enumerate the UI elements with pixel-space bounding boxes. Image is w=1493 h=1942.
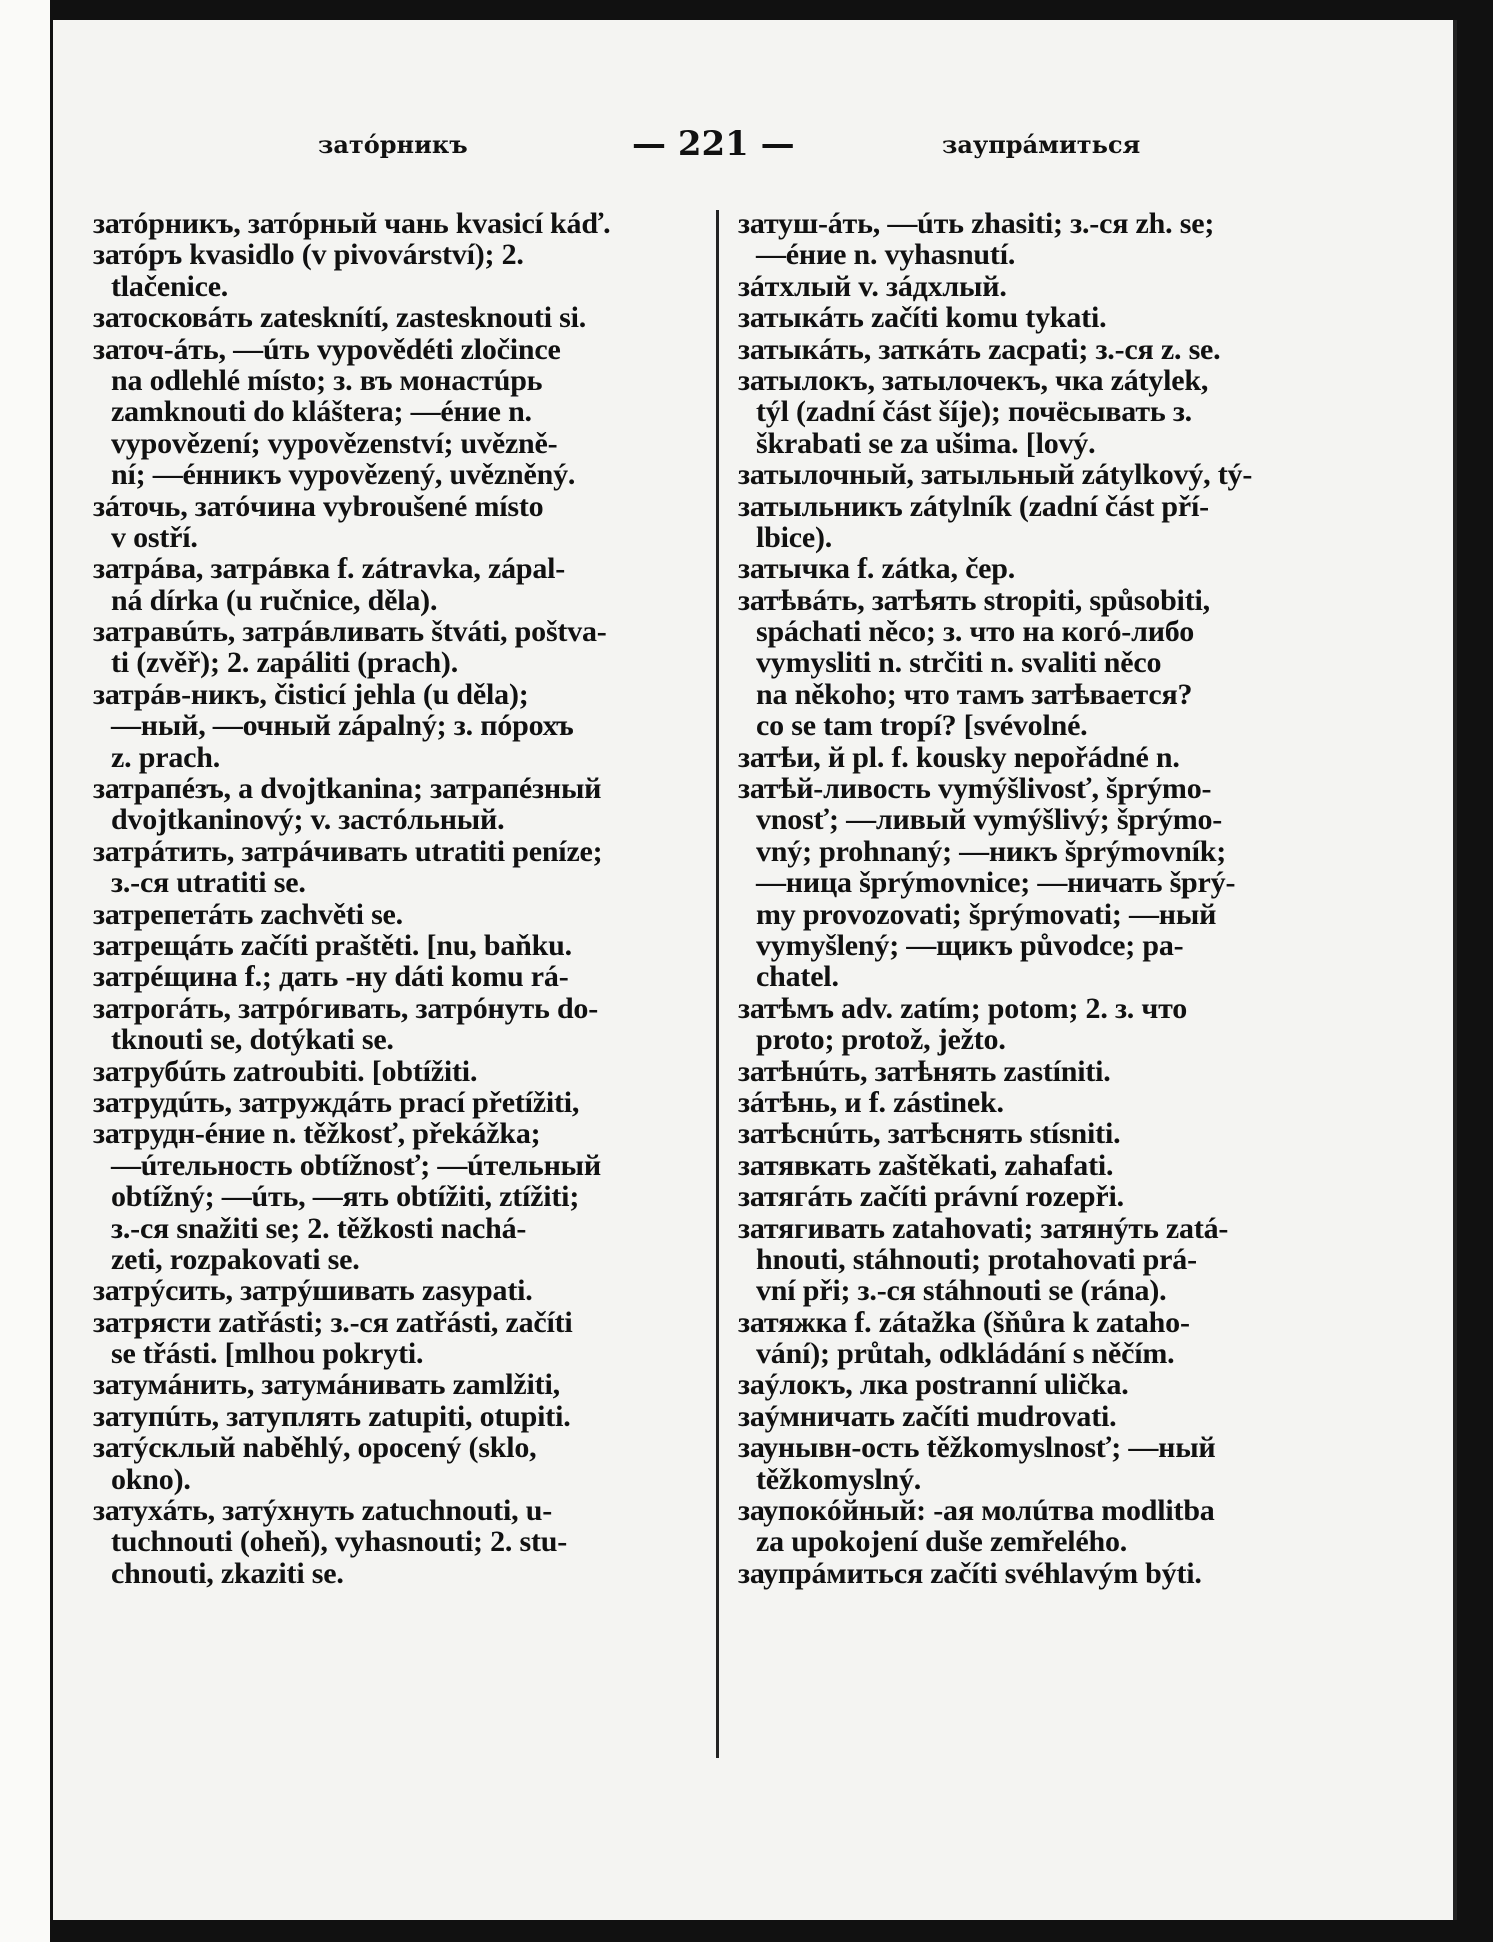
dictionary-line: зáтѣнь, и f. zástinek. bbox=[738, 1085, 1004, 1119]
dictionary-line: затягáть začíti právní rozepři. bbox=[738, 1180, 1124, 1214]
dictionary-line: obtížný; —úть, —ять obtížiti, ztížiti; bbox=[111, 1180, 580, 1214]
dictionary-line: з.-ся utratiti se. bbox=[111, 866, 306, 900]
dictionary-line: затѣмъ adv. zatím; potom; 2. з. что bbox=[738, 991, 1188, 1025]
dictionary-line: затуш-áть, —úть zhasiti; з.-ся zh. se; bbox=[738, 207, 1215, 240]
left-column bbox=[93, 208, 695, 1589]
dictionary-line: vymysliti n. strčiti n. svaliti něco bbox=[756, 646, 1162, 680]
dictionary-line: затухáть, затýхнуть zatuchnouti, u- bbox=[93, 1494, 552, 1528]
dictionary-line: заупрáмиться začíti svéhlavým býti. bbox=[738, 1556, 1202, 1590]
dictionary-line: ní; —éнникъ vypovězený, uvězněný. bbox=[111, 458, 576, 492]
dictionary-line: затрапéзъ, a dvojtkanina; затрапéзный bbox=[93, 772, 602, 806]
dictionary-line: z. prach. bbox=[111, 740, 221, 774]
dictionary-line: dvojtkaninový; v. застóльный. bbox=[111, 803, 505, 837]
dictionary-line: vypovězení; vypovězenství; uvězně- bbox=[111, 426, 558, 460]
dictionary-line: затѣвáть, затѣять stropiti, spůsobiti, bbox=[738, 583, 1210, 617]
dictionary-line: затѣй-ливость vymýšlivosť, šprýmo- bbox=[738, 772, 1212, 806]
dictionary-line: vymyšlený; —щикъ původce; pa- bbox=[756, 928, 1184, 962]
header-first-entry: затóрникъ bbox=[318, 130, 468, 159]
dictionary-line: з.-ся snažiti se; 2. těžkosti nachá- bbox=[111, 1211, 527, 1245]
dictionary-line: затыкáть, заткáть zacpati; з.-ся z. se. bbox=[738, 332, 1221, 366]
dictionary-line: затылокъ, затылочекъ, чка zátylek, bbox=[738, 363, 1209, 397]
dictionary-line: vný; prohnaný; —никъ šprýmovník; bbox=[756, 834, 1226, 868]
dictionary-line: na odlehlé místo; з. въ монастúрь bbox=[111, 363, 543, 397]
dictionary-line: заýмничать začíti mudrovati. bbox=[738, 1399, 1117, 1433]
dictionary-line: затылочный, затыльный zátylkový, tý- bbox=[738, 458, 1253, 492]
dictionary-line: затѣнúть, затѣнять zastíniti. bbox=[738, 1054, 1111, 1088]
dictionary-line: vní při; з.-ся stáhnouti se (rána). bbox=[756, 1274, 1167, 1308]
dictionary-line: затрудúть, затруждáть prací přetížiti, bbox=[93, 1085, 580, 1119]
column-divider bbox=[716, 210, 719, 1758]
dictionary-line: za upokojení duše zemřelého. bbox=[756, 1525, 1128, 1559]
previous-page-edge bbox=[0, 0, 53, 1942]
dictionary-line: затрáва, затрáвка f. zátravka, zápal- bbox=[93, 552, 566, 586]
dictionary-line: затѣи, й pl. f. kousky nepořádné n. bbox=[738, 740, 1180, 774]
dictionary-line: затѣснúть, затѣснять stísniti. bbox=[738, 1117, 1121, 1151]
dictionary-line: затрогáть, затрóгивать, затрóнуть do- bbox=[93, 991, 599, 1025]
dictionary-line: затягивать zatahovati; затянýть zatá- bbox=[738, 1211, 1229, 1245]
dictionary-line: затумáнить, затумáнивать zamlžiti, bbox=[93, 1368, 560, 1402]
dictionary-line: заýлокъ, лка postranní ulička. bbox=[738, 1368, 1129, 1402]
dictionary-line: týl (zadní část šíje); почёсывать з. bbox=[756, 395, 1192, 429]
dictionary-line: proto; protož, ježto. bbox=[756, 1023, 1006, 1057]
dictionary-line: заупокóйный: -ая молúтва modlitba bbox=[738, 1494, 1215, 1528]
dictionary-line: затосковáть zatesknítí, zastesknouti si. bbox=[93, 301, 587, 335]
dictionary-line: зáтхлый v. зáдхлый. bbox=[738, 269, 1007, 303]
scan-border-bottom bbox=[50, 1920, 1460, 1942]
dictionary-line: vnosť; —ливый vymýšlivý; šprýmo- bbox=[756, 803, 1223, 837]
dictionary-line: ná dírka (u ručnice, děla). bbox=[111, 583, 438, 617]
dictionary-line: vání); průtah, odkládání s něčím. bbox=[756, 1337, 1175, 1371]
dictionary-line: затявкать zaštěkati, zahafati. bbox=[738, 1148, 1114, 1182]
dictionary-line: затычка f. zátka, čep. bbox=[738, 552, 1016, 586]
dictionary-line: затрáв-никъ, čisticí jehla (u děla); bbox=[93, 677, 529, 711]
dictionary-line: затрáтить, затрáчивать utratiti peníze; bbox=[93, 834, 603, 868]
dictionary-line: заунывн-ость těžkomyslnosť; —ный bbox=[738, 1431, 1216, 1465]
dictionary-line: spáchati něco; з. что на когó-либо bbox=[756, 615, 1195, 649]
dictionary-line: затравúть, затрáвливать štváti, poštva- bbox=[93, 615, 607, 649]
dictionary-line: lbice). bbox=[756, 520, 833, 554]
dictionary-line: затýсклый naběhlý, opocený (sklo, bbox=[93, 1431, 537, 1465]
running-header bbox=[92, 126, 1362, 166]
dictionary-line: затрéщина f.; дать -ну dáti komu rá- bbox=[93, 960, 569, 994]
page-number: — 221 — bbox=[632, 124, 795, 164]
dictionary-line: zeti, rozpakovati se. bbox=[111, 1242, 360, 1276]
dictionary-line: затяжка f. zátažka (šňůra k zataho- bbox=[738, 1305, 1190, 1339]
dictionary-line: chatel. bbox=[756, 960, 839, 994]
dictionary-line: v ostří. bbox=[111, 520, 198, 554]
right-column bbox=[738, 208, 1343, 1589]
dictionary-line: —úтельность obtížnosť; —úтельный bbox=[111, 1148, 601, 1182]
dictionary-line: chnouti, zkaziti se. bbox=[111, 1556, 344, 1590]
dictionary-line: заточ-áть, —úть vypovědéti zločince bbox=[93, 332, 561, 366]
dictionary-line: затóръ kvasidlo (v pivovárství); 2. bbox=[93, 238, 524, 272]
dictionary-line: затóрникъ, затóрный чань kvasicí káď. bbox=[93, 207, 611, 240]
dictionary-line: co se tam tropí? [svévolné. bbox=[756, 709, 1088, 743]
dictionary-line: zamknouti do kláštera; —éние n. bbox=[111, 395, 532, 429]
dictionary-line: затрясти zatřásti; з.-ся zatřásti, začíti bbox=[93, 1305, 573, 1339]
dictionary-line: ti (zvěř); 2. zapáliti (prach). bbox=[111, 646, 459, 680]
dictionary-line: těžkomyslný. bbox=[756, 1462, 922, 1496]
dictionary-line: —ница šprýmovnice; —ничать šprý- bbox=[756, 866, 1236, 900]
dictionary-line: затыльникъ zátylník (zadní část pří- bbox=[738, 489, 1209, 523]
dictionary-line: škrabati se za ušima. [lový. bbox=[756, 426, 1096, 460]
dictionary-line: —ный, —очный zápalný; з. пóрохъ bbox=[111, 709, 574, 743]
dictionary-line: затрещáть začíti praštěti. [nu, baňku. bbox=[93, 928, 572, 962]
dictionary-line: затыкáть začíti komu tykati. bbox=[738, 301, 1107, 335]
dictionary-line: затрубúть zatroubiti. [obtížiti. bbox=[93, 1054, 478, 1088]
scan-border-top bbox=[50, 0, 1460, 20]
dictionary-line: okno). bbox=[111, 1462, 191, 1496]
dictionary-line: затрудн-éние n. těžkosť, překážka; bbox=[93, 1117, 541, 1151]
dictionary-line: my provozovati; šprýmovati; —ный bbox=[756, 897, 1217, 931]
dictionary-line: se třásti. [mlhou pokryti. bbox=[111, 1337, 424, 1371]
dictionary-line: затрýсить, затрýшивать zasypati. bbox=[93, 1274, 533, 1308]
dictionary-line: tuchnouti (oheň), vyhasnouti; 2. stu- bbox=[111, 1525, 568, 1559]
scan-border-right bbox=[1457, 0, 1493, 1942]
dictionary-line: —éние n. vyhasnutí. bbox=[756, 238, 1016, 272]
dictionary-line: затупúть, затуплять zatupiti, otupiti. bbox=[93, 1399, 571, 1433]
page-edge-right bbox=[1453, 20, 1457, 1920]
dictionary-line: na někoho; что тамъ затѣвается? bbox=[756, 677, 1193, 711]
dictionary-line: tknouti se, dotýkati se. bbox=[111, 1023, 394, 1057]
dictionary-line: затрепетáть zachvěti se. bbox=[93, 897, 403, 931]
dictionary-line: tlačenice. bbox=[111, 269, 229, 303]
dictionary-line: hnouti, stáhnouti; protahovati prá- bbox=[756, 1242, 1197, 1276]
header-last-entry: заупрáмиться bbox=[942, 130, 1141, 159]
dictionary-line: зáточь, затóчина vybroušené místo bbox=[93, 489, 544, 523]
